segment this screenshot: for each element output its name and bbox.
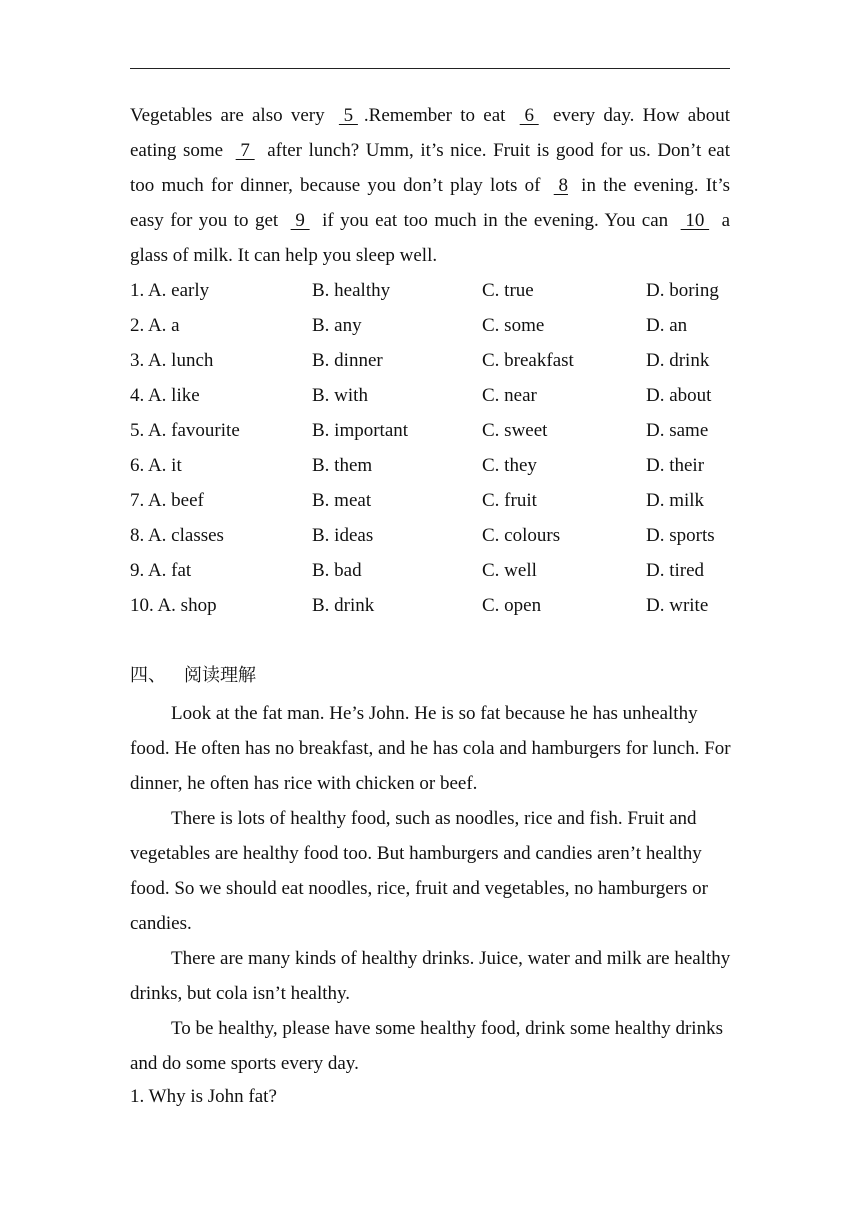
option-row bbox=[130, 273, 750, 308]
option-choice: C. well bbox=[482, 560, 537, 581]
option-choice: D. their bbox=[646, 455, 705, 476]
option-row bbox=[130, 448, 750, 483]
option-row bbox=[130, 343, 750, 378]
cloze-text: if you eat too much in the evening. You can bbox=[315, 210, 675, 231]
option-row bbox=[130, 483, 750, 518]
passage-paragraph: There are many kinds of healthy drinks. Juice, water and milk are healthy drinks, but cola isn’t healthy. bbox=[130, 948, 731, 1004]
option-choice: D. boring bbox=[646, 280, 719, 301]
option-choice: B. bad bbox=[312, 560, 362, 581]
cloze-blank: 7 bbox=[235, 140, 255, 161]
cloze-blank: 10 bbox=[680, 210, 710, 231]
cloze-text: after lunch? Umm, it’s nice. Fruit is good for us. Don’t eat too much for dinner, because you don’t play lots of bbox=[130, 140, 731, 196]
option-choice: D. about bbox=[646, 385, 712, 406]
option-choice: B. meat bbox=[312, 490, 372, 511]
cloze-text: a glass of milk. It can help you sleep well. bbox=[130, 210, 731, 266]
option-choice: D. write bbox=[646, 595, 709, 616]
question-1: 1. Why is John fat? bbox=[130, 1086, 277, 1107]
option-choice: 6. A. it bbox=[130, 455, 182, 476]
cloze-blank: 8 bbox=[553, 175, 568, 196]
option-choice: B. ideas bbox=[312, 525, 374, 546]
option-row bbox=[130, 308, 750, 343]
option-choice: D. sports bbox=[646, 525, 715, 546]
option-choice: 7. A. beef bbox=[130, 490, 204, 511]
option-choice: B. dinner bbox=[312, 350, 383, 371]
section-heading bbox=[130, 658, 256, 693]
option-choice: D. milk bbox=[646, 490, 705, 511]
options-list bbox=[130, 273, 750, 623]
option-row bbox=[130, 518, 750, 553]
option-choice: C. true bbox=[482, 280, 534, 301]
option-choice: C. colours bbox=[482, 525, 561, 546]
cloze-text: every day. How about eating some bbox=[130, 105, 731, 161]
option-choice: 5. A. favourite bbox=[130, 420, 240, 441]
option-choice: C. near bbox=[482, 385, 537, 406]
option-choice: D. tired bbox=[646, 560, 705, 581]
cloze-blank: 5 bbox=[338, 105, 358, 126]
option-choice: B. healthy bbox=[312, 280, 391, 301]
option-choice: 2. A. a bbox=[130, 315, 180, 336]
option-choice: C. open bbox=[482, 595, 542, 616]
cloze-text: in the evening. It’s easy for you to get bbox=[130, 175, 730, 231]
option-row bbox=[130, 413, 750, 448]
option-choice: C. some bbox=[482, 315, 545, 336]
cloze-text: .Remember to eat bbox=[363, 105, 514, 126]
option-choice: B. any bbox=[312, 315, 362, 336]
option-choice: D. same bbox=[646, 420, 709, 441]
option-choice: C. they bbox=[482, 455, 537, 476]
option-choice: 3. A. lunch bbox=[130, 350, 214, 371]
option-choice: D. drink bbox=[646, 350, 710, 371]
option-choice: B. with bbox=[312, 385, 368, 406]
cloze-passage bbox=[130, 98, 730, 273]
option-choice: 10. A. shop bbox=[130, 595, 217, 616]
option-choice: B. important bbox=[312, 420, 409, 441]
passage-paragraph: To be healthy, please have some healthy food, drink some healthy drinks and do some sports every day. bbox=[130, 1018, 723, 1074]
header-rule bbox=[130, 68, 730, 69]
option-choice: B. them bbox=[312, 455, 373, 476]
option-choice: 4. A. like bbox=[130, 385, 200, 406]
option-choice: C. breakfast bbox=[482, 350, 574, 371]
cloze-blank: 9 bbox=[290, 210, 310, 231]
passage-paragraph: There is lots of healthy food, such as noodles, rice and fish. Fruit and vegetables are healthy food too. But hamburgers and candies aren’t healthy food. So we should eat noodles, rice, fruit and vegetables, no hamburgers or candies. bbox=[130, 808, 708, 934]
passage-paragraph: Look at the fat man. He’s John. He is so fat because he has unhealthy food. He often has no breakfast, and he has cola and hamburgers for lunch. For dinner, he often has rice with chicken or beef. bbox=[130, 703, 731, 794]
option-choice: 1. A. early bbox=[130, 280, 210, 301]
option-choice: D. an bbox=[646, 315, 688, 336]
section-title: 阅读理解 bbox=[184, 665, 256, 686]
option-choice: 8. A. classes bbox=[130, 525, 224, 546]
section-number: 四、 bbox=[130, 665, 166, 686]
cloze-text: Vegetables are also very bbox=[130, 105, 333, 126]
option-choice: C. sweet bbox=[482, 420, 548, 441]
option-row bbox=[130, 378, 750, 413]
reading-passage bbox=[130, 696, 740, 1081]
cloze-blank: 6 bbox=[519, 105, 539, 126]
option-choice: C. fruit bbox=[482, 490, 537, 511]
option-choice: 9. A. fat bbox=[130, 560, 192, 581]
option-row bbox=[130, 553, 750, 588]
option-choice: B. drink bbox=[312, 595, 375, 616]
option-row bbox=[130, 588, 750, 623]
